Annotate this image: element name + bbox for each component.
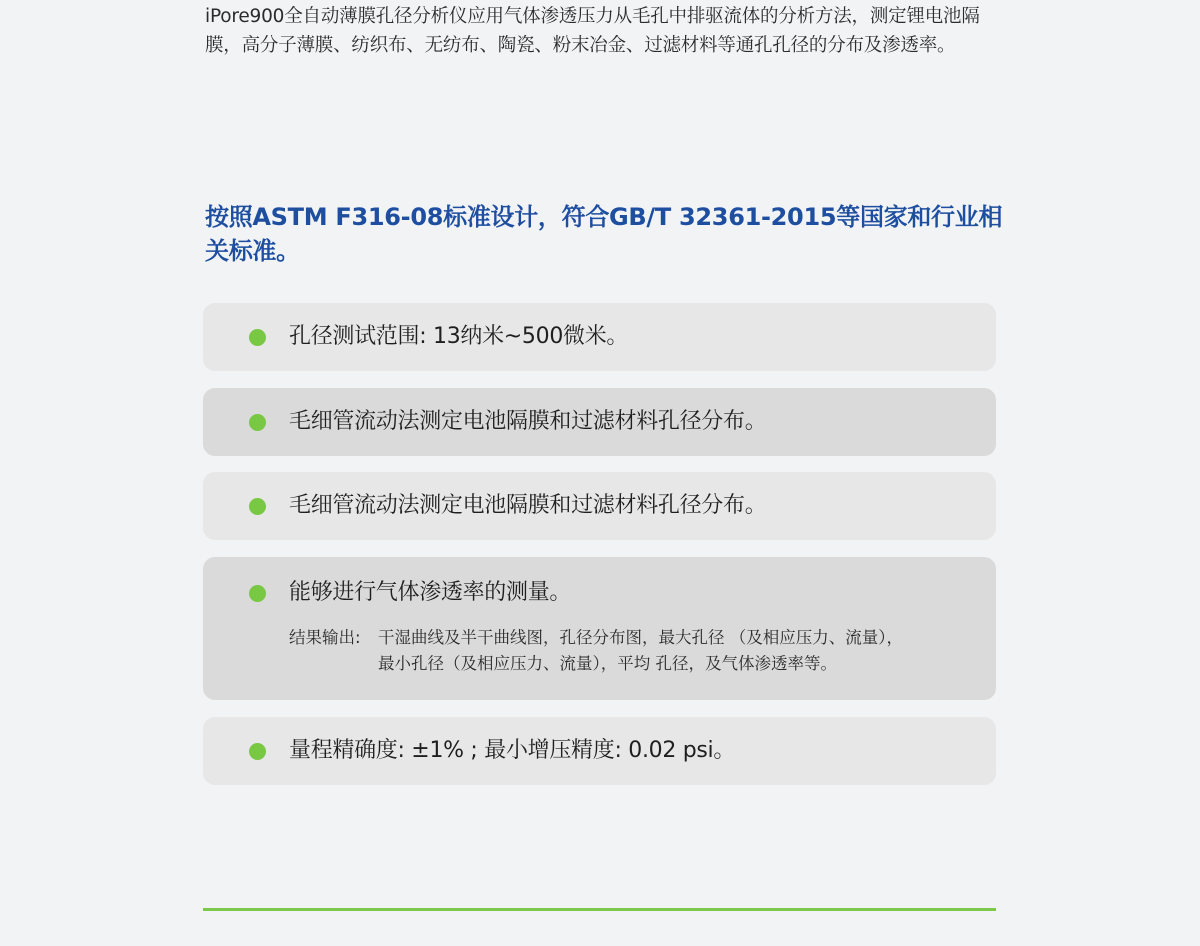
result-output-label: 结果输出: bbox=[289, 628, 361, 647]
feature-card-with-results bbox=[203, 557, 996, 700]
green-dot-icon bbox=[249, 414, 266, 431]
green-dot-icon bbox=[249, 498, 266, 515]
feature-card bbox=[203, 472, 996, 540]
feature-text: 能够进行气体渗透率的测量。 bbox=[289, 580, 572, 605]
standard-heading: 按照ASTM F316-08标准设计，符合GB/T 32361-2015等国家和行业相关标准。 bbox=[205, 203, 1003, 265]
feature-card bbox=[203, 303, 996, 371]
green-dot-icon bbox=[249, 743, 266, 760]
feature-card bbox=[203, 388, 996, 456]
green-dot-icon bbox=[249, 329, 266, 346]
result-output-line: 最小孔径（及相应压力、流量），平均 孔径，及气体渗透率等。 bbox=[378, 654, 837, 673]
feature-card bbox=[203, 717, 996, 785]
feature-text: 毛细管流动法测定电池隔膜和过滤材料孔径分布。 bbox=[289, 409, 767, 434]
section-divider bbox=[203, 908, 996, 911]
feature-text: 孔径测试范围: 13纳米~500微米。 bbox=[289, 324, 629, 349]
feature-text: 量程精确度: ±1% ; 最小增压精度: 0.02 psi。 bbox=[289, 738, 736, 763]
feature-text: 毛细管流动法测定电池隔膜和过滤材料孔径分布。 bbox=[289, 493, 767, 518]
result-output-line: 干湿曲线及半干曲线图，孔径分布图，最大孔径 （及相应压力、流量）， bbox=[378, 628, 903, 647]
intro-paragraph: iPore900全自动薄膜孔径分析仪应用气体渗透压力从毛孔中排驱流体的分析方法，测定锂电池隔膜，高分子薄膜、纺织布、无纺布、陶瓷、粉末冶金、过滤材料等通孔孔径的分布及渗透率。 bbox=[205, 6, 980, 56]
green-dot-icon bbox=[249, 585, 266, 602]
